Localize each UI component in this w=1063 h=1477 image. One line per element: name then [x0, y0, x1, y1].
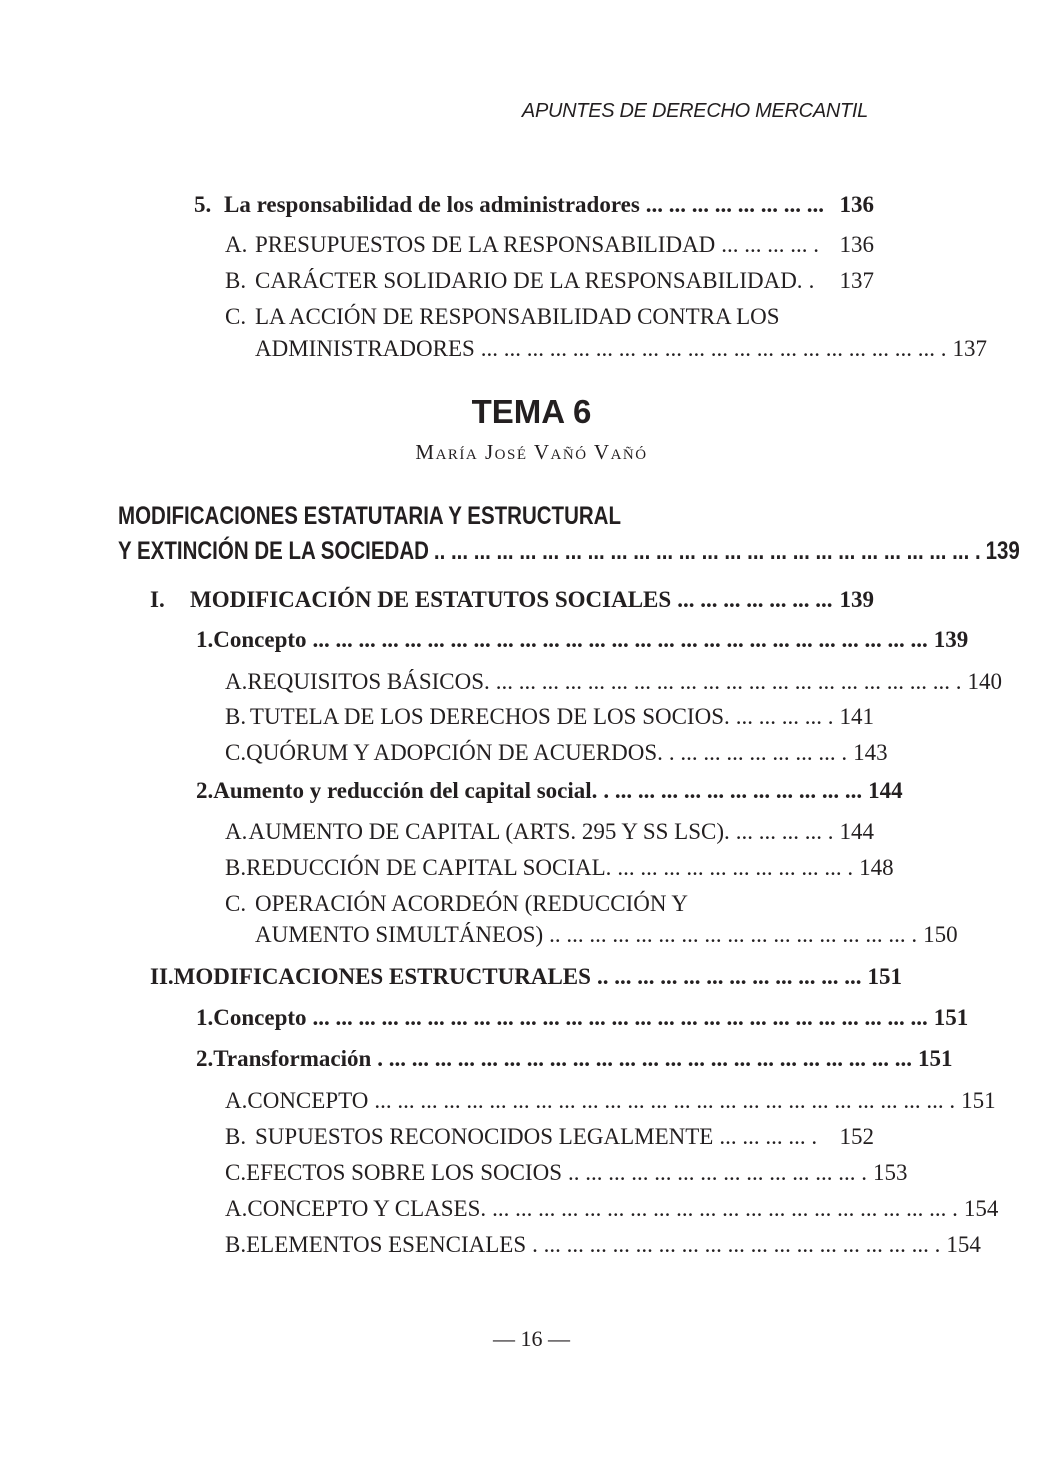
- entry-label: MODIFICACIONES ESTATUTARIA Y ESTRUCTURAL: [118, 502, 622, 530]
- entry-label: Transformación: [213, 1046, 372, 1071]
- dot-leader: ... ... ... ... .: [735, 819, 834, 844]
- entry-label: OPERACIÓN ACORDEÓN (REDUCCIÓN Y: [255, 891, 688, 916]
- entry-label: ADMINISTRADORES: [255, 336, 475, 361]
- entry-label: LA ACCIÓN DE RESPONSABILIDAD CONTRA LOS: [255, 304, 780, 329]
- toc-entry[interactable]: [196, 1046, 953, 1072]
- toc-entry[interactable]: [225, 819, 874, 845]
- toc-entry[interactable]: [225, 1160, 908, 1186]
- entry-label: Concepto: [213, 627, 307, 652]
- entry-label: La responsabilidad de los administradores: [224, 192, 640, 217]
- dot-leader: ... ... ... ... ... ... ... ... ... ... ... ... ... ... ... ... ... ... ... ... .: [480, 336, 947, 361]
- entry-number: A.: [225, 1088, 248, 1113]
- page-number: 152: [839, 1124, 874, 1149]
- page-number: 139: [933, 627, 969, 652]
- entry-label: ELEMENTOS ESENCIALES: [246, 1232, 527, 1257]
- entry-number: I.: [150, 587, 165, 612]
- dot-leader: ... ... ... ... ... ... ... ... ... ... ... ... ... ... ... ... ... ... ... ... .: [492, 1196, 958, 1221]
- page-number: 151: [961, 1088, 996, 1113]
- toc-entry[interactable]: [225, 704, 874, 730]
- toc-entry[interactable]: [194, 192, 874, 218]
- entry-number: A.: [225, 819, 248, 844]
- entry-number: B.: [225, 268, 247, 293]
- entry-label: Concepto: [213, 1005, 307, 1030]
- entry-number: C.: [225, 1160, 247, 1185]
- page-number: 151: [918, 1046, 953, 1071]
- entry-label: Aumento y reducción del capital social.: [213, 778, 598, 803]
- toc-entry[interactable]: [225, 304, 874, 330]
- dot-leader: .. ... ... ... ... ... ... ... ... ... ... ...: [596, 964, 862, 989]
- page-number: 141: [839, 704, 874, 729]
- dot-leader: ... ... ... ... .: [735, 704, 834, 729]
- entry-number: C.: [225, 740, 247, 765]
- dot-leader: ... ... ... ... ... ... ... ... ... ... ... ... ... ... ... ... ... ... ... ... ... ... ... ... ... .: [374, 1088, 956, 1113]
- dot-leader: .. ... ... ... ... ... ... ... ... ... ... ... ... .: [568, 1160, 867, 1185]
- page-number: 139: [839, 587, 874, 612]
- page-number: 136: [839, 192, 874, 217]
- page-folio: — 16 —: [493, 1326, 570, 1351]
- entry-number: 1.: [196, 627, 214, 652]
- entry-label: MODIFICACIÓN DE ESTATUTOS SOCIALES: [190, 587, 672, 612]
- entry-label: MODIFICACIONES ESTRUCTURALES: [173, 964, 591, 989]
- dot-leader: ... ... ... ... ... ... ... ...: [645, 192, 825, 217]
- entry-number: 5.: [194, 192, 212, 217]
- page-number: 151: [867, 964, 902, 989]
- entry-number: 2.: [196, 778, 214, 803]
- page-number: 144: [868, 778, 903, 803]
- page-number: 137: [952, 336, 988, 361]
- dot-leader: .. ... ... ... ... ... ... ... ... ... ... ... ... ... ... ... ... ... ... ... ... ... ... ... .: [433, 537, 981, 565]
- entry-number: C.: [225, 891, 247, 916]
- page-number: 150: [923, 922, 958, 947]
- entry-label: EFECTOS SOBRE LOS SOCIOS: [246, 1160, 562, 1185]
- dot-leader: ... ... ... ... .: [719, 1124, 818, 1149]
- toc-entry[interactable]: [196, 627, 969, 653]
- page-number: 143: [853, 740, 888, 765]
- entry-label: QUÓRUM Y ADOPCIÓN DE ACUERDOS.: [246, 740, 663, 765]
- toc-entry[interactable]: [225, 891, 874, 917]
- dot-leader: ... ... ... ... ... ... ... ... ... ... ... ... ... ... ... ... ... ... ... ... ... ... ... ... ... ... ...: [312, 1005, 928, 1030]
- entry-number: 1.: [196, 1005, 214, 1030]
- entry-number: A.: [225, 1196, 248, 1221]
- entry-number: 2.: [196, 1046, 214, 1071]
- page-number: 154: [963, 1196, 999, 1221]
- toc-entry[interactable]: [225, 855, 894, 881]
- page-number: 153: [873, 1160, 908, 1185]
- dot-leader: .. ... ... ... ... ... ... ... ... ... ... ... ... ... ... ... .: [549, 922, 918, 947]
- page-number: 151: [933, 1005, 969, 1030]
- dot-leader: .: [808, 268, 815, 293]
- dot-leader: ... ... ... ... ... ... ... ... ... ... ... ... ... ... ... ... ... ... ... ... .: [495, 669, 962, 694]
- entry-number: B.: [225, 704, 247, 729]
- page-number: 136: [839, 232, 874, 257]
- entry-label: AUMENTO SIMULTÁNEOS): [255, 922, 544, 947]
- page-number: 148: [859, 855, 894, 880]
- entry-number: B.: [225, 855, 247, 880]
- page-number: 140: [967, 669, 1003, 694]
- dot-leader: . ... ... ... ... ... ... ... .: [668, 740, 848, 765]
- entry-number: A.: [225, 669, 248, 694]
- entry-label: REDUCCIÓN DE CAPITAL SOCIAL.: [246, 855, 612, 880]
- entry-label: AUMENTO DE CAPITAL (ARTS. 295 Y SS LSC).: [248, 819, 730, 844]
- dot-leader: ... ... ... ... ... ... ... ... ... ... .: [617, 855, 854, 880]
- chapter-heading[interactable]: [118, 537, 1020, 566]
- page-number: 139: [985, 537, 1020, 565]
- dot-leader: ... ... ... ... ... ... ... ... ... ... ... ... ... ... ... ... ... ... ... ... ... ... ... ... ... ... ...: [312, 627, 928, 652]
- chapter-heading[interactable]: [118, 502, 876, 531]
- toc-entry[interactable]: [225, 268, 874, 294]
- entry-number: C.: [225, 304, 247, 329]
- toc-entry[interactable]: [225, 669, 1003, 695]
- page-number: 154: [946, 1232, 981, 1257]
- entry-label: CONCEPTO: [247, 1088, 369, 1113]
- toc-entry[interactable]: [150, 964, 902, 990]
- dot-leader: ... ... ... ... .: [721, 232, 820, 257]
- dot-leader: . ... ... ... ... ... ... ... ... ... ... ...: [603, 778, 863, 803]
- entry-label: REQUISITOS BÁSICOS.: [247, 669, 490, 694]
- dot-leader: . ... ... ... ... ... ... ... ... ... ... ... ... ... ... ... ... ... ... ... ... ... ... ...: [377, 1046, 913, 1071]
- toc-entry[interactable]: [196, 778, 903, 804]
- page-number: 137: [839, 268, 874, 293]
- chapter-title: TEMA 6: [471, 393, 592, 430]
- entry-label: Y EXTINCIÓN DE LA SOCIEDAD: [118, 537, 429, 565]
- entry-label: CARÁCTER SOLIDARIO DE LA RESPONSABILIDAD.: [255, 268, 803, 293]
- dot-leader: . ... ... ... ... ... ... ... ... ... ... ... ... ... ... ... ... ... .: [532, 1232, 941, 1257]
- dot-leader: ... ... ... ... ... ... ...: [677, 587, 833, 612]
- toc-entry[interactable]: [225, 1232, 981, 1258]
- entry-number: B.: [225, 1124, 247, 1149]
- entry-label: CONCEPTO Y CLASES.: [247, 1196, 487, 1221]
- toc-entry[interactable]: [225, 1088, 996, 1114]
- toc-entry[interactable]: [225, 232, 874, 258]
- toc-entry[interactable]: [150, 587, 874, 613]
- toc-entry-continuation[interactable]: [255, 922, 958, 948]
- entry-number: II.: [150, 964, 174, 989]
- running-header: APUNTES DE DERECHO MERCANTIL: [521, 100, 868, 122]
- toc-entry[interactable]: [196, 1005, 969, 1031]
- toc-entry[interactable]: [225, 1124, 874, 1150]
- entry-label: PRESUPUESTOS DE LA RESPONSABILIDAD: [255, 232, 716, 257]
- toc-entry[interactable]: [225, 740, 888, 766]
- entry-number: A.: [225, 232, 248, 257]
- entry-label: SUPUESTOS RECONOCIDOS LEGALMENTE: [255, 1124, 714, 1149]
- page-number: 144: [839, 819, 874, 844]
- author-name: María José Vañó Vañó: [415, 440, 648, 464]
- toc-entry[interactable]: [225, 1196, 999, 1222]
- entry-number: B.: [225, 1232, 247, 1257]
- entry-label: TUTELA DE LOS DERECHOS DE LOS SOCIOS.: [249, 704, 730, 729]
- toc-entry-continuation[interactable]: [255, 336, 988, 362]
